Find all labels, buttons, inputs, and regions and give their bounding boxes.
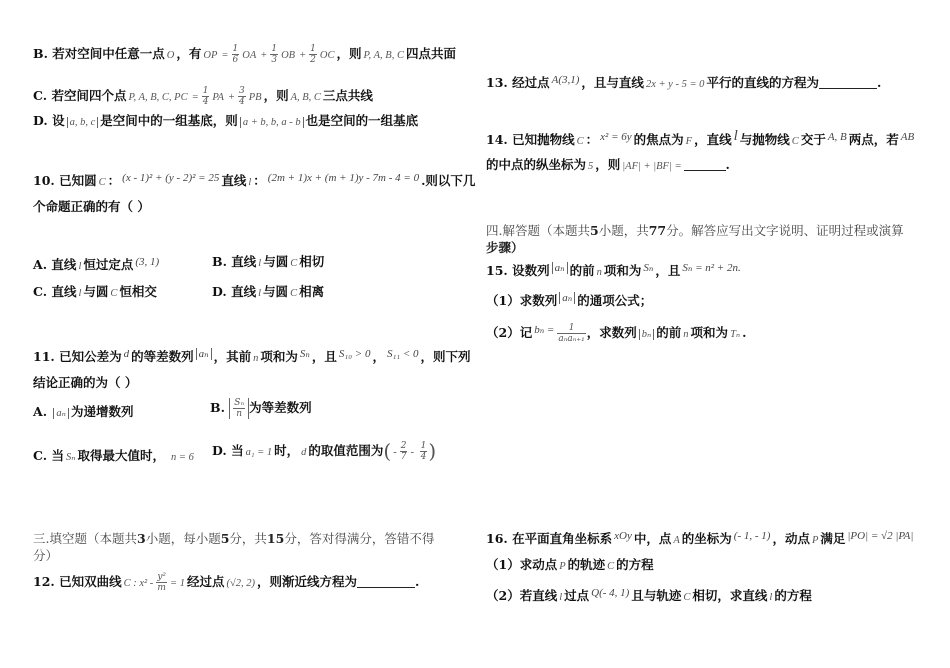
- q8-option-c: C. 若空间四个点 P, A, B, C, PC = $\frac{1}{4}$ PA + $\frac{3}{4}$ PB ，则 A, B, C 三点共线: [33, 86, 373, 107]
- q15-part-1: （1）求数列 aₙ 的通项公式；: [486, 292, 653, 308]
- answer-blank[interactable]: [684, 158, 726, 171]
- fraction: $\frac{1}{4}$: [202, 86, 209, 107]
- q15-stem: 15. 设数列 aₙ 的前 n 项和为 Sₙ ，且 Sₙ = n² + 2n.: [486, 262, 741, 278]
- q10-stem: 10. 已知圆 C ： (x - 1)² + (y - 2)² = 25 直线 l ： (2m + 1)x + (m + 1)y - 7m - 4 = 0 .则以下几: [33, 172, 476, 188]
- q16-part-1: （1）求动点 P 的轨迹 C 的方程: [486, 557, 654, 572]
- q16-part-2: （2）若直线 l 过点 Q(- 4, 1) 且与轨迹 C 相切，求直线 l 的方程: [486, 587, 812, 603]
- q11-option-a: A. aₙ 为递增数列: [33, 404, 134, 419]
- answer-blank[interactable]: [819, 76, 877, 89]
- q8-option-d: D. 设 a, b, c 是空间中的一组基底，则 a + b, b, a - b 也是空间的一组基底: [33, 113, 419, 128]
- q11-option-b: B. $\frac{\text{Sₙ}}{n}$ 为等差数列: [210, 398, 312, 419]
- q10-stem-line2: 个命题正确的有（ ）: [33, 199, 150, 214]
- fraction: $\frac{1}{2}$: [310, 44, 316, 65]
- q12-stem: 12. 已知双曲线 C : x² - $\frac{\text{y²}}{m}$ = 1 经过点 (√2, 2) ，则渐近线方程为 .: [33, 572, 420, 593]
- q11-option-c: C. 当 Sₙ 取得最大值时， n = 6: [33, 448, 194, 463]
- q8-option-b: B. 若对空间中任意一点 O ，有 OP = $\frac{1}{6}$ OA + $\frac{1}{3}$ OB + $\frac{1}{2}$ OC ，则 P, A, B, C 四点共面: [33, 44, 456, 65]
- q14-stem-line2: 的中点的纵坐标为 5 ，则 |AF| + |BF| = .: [486, 157, 730, 172]
- answer-blank[interactable]: [357, 575, 415, 588]
- q10-option-d: D. 直线 l 与圆 C 相离: [212, 284, 325, 299]
- q11-option-d: D. 当 a₁ = 1 时， d 的取值范围为( - $\frac{2}{7}$ - $\frac{1}{4}$ ): [212, 439, 437, 463]
- q10-option-c: C. 直线 l 与圆 C 恒相交: [33, 284, 157, 299]
- section-4-heading: 四.解答题（本题共5小题，共77分。解答应写出文字说明、证明过程或演算 步骤）: [486, 223, 904, 255]
- q16-stem: 16. 在平面直角坐标系 xOy 中，点 A 的坐标为 (- 1, - 1) ，动点 P 满足 |PO| = √2 |PA|: [486, 530, 914, 546]
- fraction: $\frac{1}{6}$: [232, 44, 239, 65]
- fraction: $\frac{3}{4}$: [239, 86, 245, 107]
- q11-stem: 11. 已知公差为 d 的等差数列 aₙ ，其前 n 项和为 Sₙ ，且 S₁₀ > 0 ， S₁₁ < 0 ，则下列: [33, 348, 471, 364]
- q13-stem: 13. 经过点 A(3,1) ，且与直线 2x + y - 5 = 0 平行的直线的方程为 .: [486, 74, 882, 90]
- q10-option-a: A. 直线 l 恒过定点 (3, 1): [33, 256, 160, 272]
- q11-stem-line2: 结论正确的为（ ）: [33, 375, 138, 390]
- q14-stem: 14. 已知抛物线 C ： x² = 6y 的焦点为 F ，直线 l 与抛物线 C 交于 A, B 两点，若 AB: [486, 128, 915, 147]
- fraction: $\frac{1}{3}$: [271, 44, 278, 65]
- section-3-heading: 三.填空题（本题共3小题，每小题5分，共15分，答对得满分，答错不得 分）: [33, 531, 435, 563]
- q15-part-2: （2）记 bₙ = $\frac{1}{\text{aₙaₙ₊₁}}$ ，求数列 bₙ 的前 n 项和为 Tₙ .: [486, 323, 747, 344]
- q10-option-b: B. 直线 l 与圆 C 相切: [212, 254, 325, 269]
